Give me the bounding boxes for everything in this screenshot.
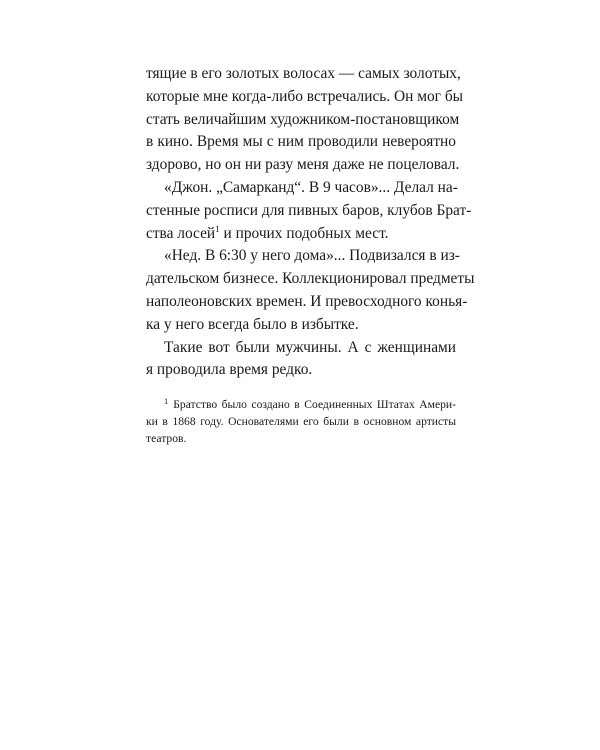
footnote-line	[146, 396, 456, 413]
text-line: ка у него всегда было в избытке.	[146, 315, 359, 333]
text-line: стать величайшим художником-постановщиком	[146, 110, 460, 128]
paragraph-4	[146, 337, 456, 383]
paragraph-1	[146, 63, 463, 177]
text-line: наполеоновских времен. И превосходного конья-	[146, 292, 468, 310]
footnote-mark: 1	[164, 396, 169, 407]
footnote-text: Братство было создано в Соединенных Штатах Амери-	[173, 398, 456, 412]
text-fragment: и прочих подобных мест.	[219, 224, 389, 242]
text-line: «Джон. „Самарканд“. В 9 часов»... Делал на-	[164, 178, 458, 196]
text-line: в кино. Время мы с ним проводили невероятно	[146, 133, 456, 151]
book-page	[146, 63, 475, 447]
text-line: стенные росписи для пивных баров, клубов Брат-	[146, 201, 472, 219]
paragraph-2	[146, 177, 472, 245]
footnote-line: ки в 1868 году. Основателями его были в основном артисты	[146, 415, 456, 429]
footnote	[146, 396, 456, 447]
paragraph-3	[146, 245, 475, 336]
text-line: тящие в его золотых волосах — самых золотых,	[146, 65, 461, 82]
text-line: «Нед. В 6:30 у него дома»... Подвизался в из-	[164, 247, 460, 265]
text-line: я проводила время редко.	[146, 361, 313, 379]
footnote-line: театров.	[146, 432, 187, 446]
text-fragment: ства лосей	[146, 224, 216, 242]
footnote-reference: 1	[215, 223, 220, 234]
text-line	[146, 223, 456, 246]
text-line: дательском бизнесе. Коллекционировал предметы	[146, 270, 475, 288]
text-line: здорово, но он ни разу меня даже не поцеловал.	[146, 156, 460, 174]
text-line: которые мне когда-либо встречались. Он мог бы	[146, 87, 463, 105]
text-line: Такие вот были мужчины. А с женщинами	[164, 338, 456, 356]
